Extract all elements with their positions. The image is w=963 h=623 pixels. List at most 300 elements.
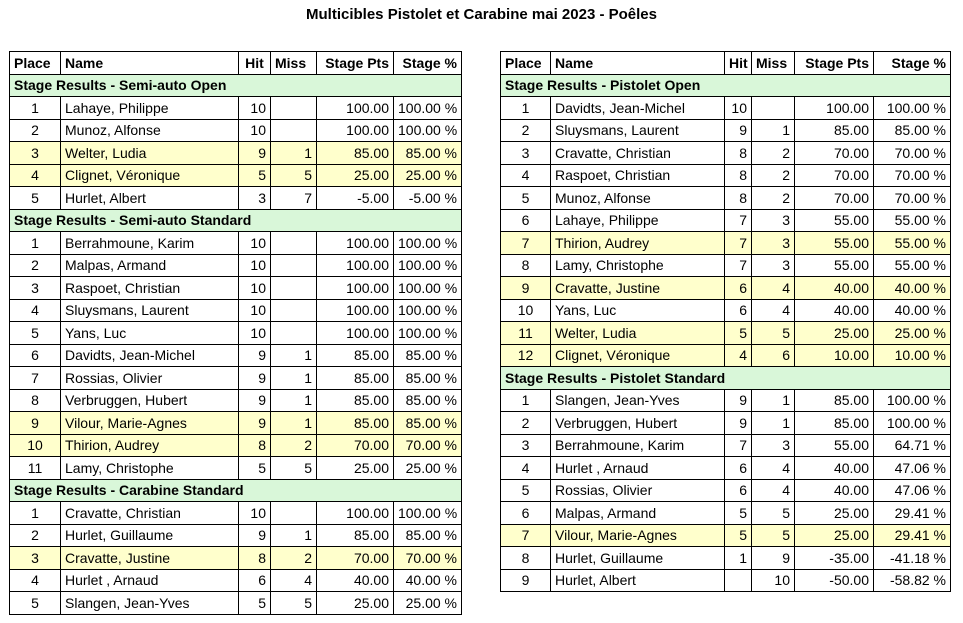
miss-cell: 4 bbox=[752, 457, 795, 480]
miss-cell: 6 bbox=[752, 344, 795, 367]
miss-cell bbox=[271, 322, 317, 345]
miss-cell bbox=[271, 232, 317, 255]
stage-pct-cell: 25.00 % bbox=[394, 457, 462, 480]
stage-pts-cell: 100.00 bbox=[317, 119, 394, 142]
place-cell: 4 bbox=[10, 164, 61, 187]
stage-pct-cell: 29.41 % bbox=[874, 502, 951, 525]
section-heading-row bbox=[501, 74, 951, 97]
stage-pct-cell: 70.00 % bbox=[394, 547, 462, 570]
stage-pts-cell: 70.00 bbox=[795, 164, 874, 187]
hit-cell: 10 bbox=[239, 299, 271, 322]
hit-cell: 9 bbox=[725, 119, 752, 142]
hit-cell: 5 bbox=[239, 164, 271, 187]
col-header-hit: Hit bbox=[725, 52, 752, 75]
miss-cell: 5 bbox=[271, 164, 317, 187]
miss-cell: 2 bbox=[752, 142, 795, 165]
stage-pct-cell: 85.00 % bbox=[874, 119, 951, 142]
hit-cell: 1 bbox=[725, 547, 752, 570]
stage-pct-cell: 100.00 % bbox=[394, 232, 462, 255]
stage-pct-cell: 47.06 % bbox=[874, 457, 951, 480]
place-cell: 9 bbox=[10, 412, 61, 435]
section-heading: Stage Results - Pistolet Standard bbox=[501, 367, 951, 390]
place-cell: 12 bbox=[501, 344, 551, 367]
name-cell: Hurlet , Arnaud bbox=[61, 569, 239, 592]
name-cell: Raspoet, Christian bbox=[551, 164, 725, 187]
name-cell: Welter, Ludia bbox=[551, 322, 725, 345]
miss-cell: 5 bbox=[752, 502, 795, 525]
hit-cell: 4 bbox=[725, 344, 752, 367]
stage-pts-cell: 25.00 bbox=[795, 322, 874, 345]
miss-cell: 9 bbox=[752, 547, 795, 570]
hit-cell: 9 bbox=[239, 367, 271, 390]
stage-pct-cell: 100.00 % bbox=[394, 502, 462, 525]
name-cell: Cravatte, Christian bbox=[61, 502, 239, 525]
table-row bbox=[501, 277, 951, 300]
name-cell: Hurlet, Guillaume bbox=[551, 547, 725, 570]
table-row bbox=[10, 254, 462, 277]
hit-cell: 9 bbox=[239, 142, 271, 165]
stage-pct-cell: 70.00 % bbox=[874, 142, 951, 165]
page-title: Multicibles Pistolet et Carabine mai 2023 - Poêles bbox=[306, 6, 657, 23]
table-row bbox=[501, 322, 951, 345]
stage-pts-cell: 25.00 bbox=[317, 592, 394, 615]
miss-cell: 1 bbox=[271, 367, 317, 390]
hit-cell: 8 bbox=[239, 434, 271, 457]
table-row bbox=[10, 412, 462, 435]
stage-pct-cell: 85.00 % bbox=[394, 142, 462, 165]
miss-cell: 3 bbox=[752, 254, 795, 277]
stage-pts-cell: 85.00 bbox=[317, 367, 394, 390]
stage-pct-cell: 25.00 % bbox=[394, 592, 462, 615]
miss-cell: 1 bbox=[752, 389, 795, 412]
stage-pct-cell: 40.00 % bbox=[874, 299, 951, 322]
hit-cell: 5 bbox=[239, 457, 271, 480]
stage-pct-cell: 10.00 % bbox=[874, 344, 951, 367]
place-cell: 4 bbox=[501, 457, 551, 480]
place-cell: 8 bbox=[501, 254, 551, 277]
stage-pts-cell: 40.00 bbox=[795, 299, 874, 322]
hit-cell: 6 bbox=[725, 479, 752, 502]
stage-pts-cell: 40.00 bbox=[317, 569, 394, 592]
stage-pts-cell: 70.00 bbox=[317, 547, 394, 570]
stage-pts-cell: 100.00 bbox=[317, 277, 394, 300]
hit-cell: 10 bbox=[239, 502, 271, 525]
place-cell: 3 bbox=[501, 434, 551, 457]
stage-pts-cell: 25.00 bbox=[795, 524, 874, 547]
name-cell: Lahaye, Philippe bbox=[61, 97, 239, 120]
name-cell: Malpas, Armand bbox=[61, 254, 239, 277]
place-cell: 7 bbox=[501, 524, 551, 547]
table-row bbox=[10, 592, 462, 615]
place-cell: 5 bbox=[10, 322, 61, 345]
col-header-stage-pts: Stage Pts bbox=[317, 52, 394, 75]
miss-cell: 5 bbox=[271, 457, 317, 480]
stage-pts-cell: 85.00 bbox=[317, 389, 394, 412]
miss-cell: 10 bbox=[752, 569, 795, 592]
stage-pct-cell: 40.00 % bbox=[394, 569, 462, 592]
table-row bbox=[501, 389, 951, 412]
place-cell: 4 bbox=[10, 299, 61, 322]
stage-pct-cell: -5.00 % bbox=[394, 187, 462, 210]
name-cell: Slangen, Jean-Yves bbox=[551, 389, 725, 412]
miss-cell: 7 bbox=[271, 187, 317, 210]
place-cell: 11 bbox=[10, 457, 61, 480]
hit-cell: 7 bbox=[725, 232, 752, 255]
stage-pts-cell: 25.00 bbox=[317, 457, 394, 480]
hit-cell: 10 bbox=[239, 232, 271, 255]
table-row bbox=[501, 187, 951, 210]
name-cell: Rossias, Olivier bbox=[551, 479, 725, 502]
stage-pct-cell: 100.00 % bbox=[874, 97, 951, 120]
stage-pts-cell: 70.00 bbox=[795, 187, 874, 210]
hit-cell: 8 bbox=[725, 164, 752, 187]
table-row bbox=[501, 209, 951, 232]
stage-pts-cell: -50.00 bbox=[795, 569, 874, 592]
miss-cell bbox=[271, 119, 317, 142]
place-cell: 5 bbox=[10, 187, 61, 210]
miss-cell bbox=[271, 254, 317, 277]
place-cell: 3 bbox=[10, 277, 61, 300]
stage-pts-cell: 40.00 bbox=[795, 277, 874, 300]
table-row bbox=[10, 547, 462, 570]
name-cell: Davidts, Jean-Michel bbox=[551, 97, 725, 120]
stage-pts-cell: 25.00 bbox=[317, 164, 394, 187]
name-cell: Slangen, Jean-Yves bbox=[61, 592, 239, 615]
table-row bbox=[501, 547, 951, 570]
table-row bbox=[10, 389, 462, 412]
place-cell: 1 bbox=[501, 97, 551, 120]
place-cell: 2 bbox=[501, 119, 551, 142]
stage-pct-cell: 100.00 % bbox=[394, 119, 462, 142]
name-cell: Sluysmans, Laurent bbox=[551, 119, 725, 142]
stage-pct-cell: -41.18 % bbox=[874, 547, 951, 570]
table-row bbox=[501, 232, 951, 255]
stage-pct-cell: 100.00 % bbox=[394, 97, 462, 120]
stage-pct-cell: 100.00 % bbox=[394, 254, 462, 277]
name-cell: Berrahmoune, Karim bbox=[551, 434, 725, 457]
table-row bbox=[501, 479, 951, 502]
name-cell: Hurlet , Arnaud bbox=[551, 457, 725, 480]
table-row bbox=[501, 524, 951, 547]
stage-pts-cell: 85.00 bbox=[795, 389, 874, 412]
name-cell: Berrahmoune, Karim bbox=[61, 232, 239, 255]
name-cell: Verbruggen, Hubert bbox=[551, 412, 725, 435]
place-cell: 2 bbox=[10, 254, 61, 277]
col-header-place: Place bbox=[10, 52, 61, 75]
stage-pct-cell: 100.00 % bbox=[394, 299, 462, 322]
hit-cell: 9 bbox=[239, 524, 271, 547]
stage-pct-cell: 55.00 % bbox=[874, 254, 951, 277]
stage-pts-cell: -5.00 bbox=[317, 187, 394, 210]
miss-cell: 1 bbox=[752, 412, 795, 435]
stage-pts-cell: 100.00 bbox=[317, 232, 394, 255]
miss-cell: 2 bbox=[271, 547, 317, 570]
name-cell: Rossias, Olivier bbox=[61, 367, 239, 390]
table-row bbox=[10, 322, 462, 345]
table-row bbox=[10, 434, 462, 457]
place-cell: 3 bbox=[501, 142, 551, 165]
miss-cell: 5 bbox=[271, 592, 317, 615]
hit-cell: 5 bbox=[725, 502, 752, 525]
place-cell: 9 bbox=[501, 569, 551, 592]
name-cell: Yans, Luc bbox=[61, 322, 239, 345]
stage-pts-cell: 85.00 bbox=[795, 412, 874, 435]
miss-cell: 3 bbox=[752, 209, 795, 232]
stage-pct-cell: 100.00 % bbox=[394, 322, 462, 345]
stage-pct-cell: 85.00 % bbox=[394, 344, 462, 367]
miss-cell: 3 bbox=[752, 232, 795, 255]
place-cell: 7 bbox=[501, 232, 551, 255]
hit-cell: 10 bbox=[239, 277, 271, 300]
hit-cell: 6 bbox=[239, 569, 271, 592]
section-heading-row bbox=[10, 74, 462, 97]
miss-cell: 4 bbox=[752, 299, 795, 322]
stage-pts-cell: 70.00 bbox=[317, 434, 394, 457]
stage-pts-cell: 100.00 bbox=[317, 299, 394, 322]
miss-cell: 1 bbox=[271, 344, 317, 367]
place-cell: 1 bbox=[10, 502, 61, 525]
miss-cell: 1 bbox=[271, 389, 317, 412]
stage-pts-cell: 100.00 bbox=[795, 97, 874, 120]
place-cell: 11 bbox=[501, 322, 551, 345]
place-cell: 2 bbox=[10, 524, 61, 547]
table-row bbox=[10, 232, 462, 255]
stage-pts-cell: 85.00 bbox=[317, 412, 394, 435]
place-cell: 7 bbox=[10, 367, 61, 390]
place-cell: 1 bbox=[10, 232, 61, 255]
place-cell: 4 bbox=[10, 569, 61, 592]
miss-cell bbox=[271, 277, 317, 300]
table-row bbox=[10, 164, 462, 187]
hit-cell: 6 bbox=[725, 299, 752, 322]
place-cell: 6 bbox=[501, 502, 551, 525]
table-row bbox=[10, 569, 462, 592]
table-row bbox=[10, 502, 462, 525]
stage-pct-cell: -58.82 % bbox=[874, 569, 951, 592]
miss-cell: 2 bbox=[752, 164, 795, 187]
miss-cell bbox=[271, 299, 317, 322]
table-row bbox=[501, 142, 951, 165]
section-heading: Stage Results - Semi-auto Open bbox=[10, 74, 462, 97]
place-cell: 9 bbox=[501, 277, 551, 300]
hit-cell: 9 bbox=[239, 412, 271, 435]
section-heading-row bbox=[501, 367, 951, 390]
hit-cell: 10 bbox=[239, 119, 271, 142]
stage-pct-cell: 55.00 % bbox=[874, 232, 951, 255]
place-cell: 5 bbox=[501, 187, 551, 210]
stage-pct-cell: 85.00 % bbox=[394, 367, 462, 390]
col-header-name: Name bbox=[61, 52, 239, 75]
miss-cell: 1 bbox=[752, 119, 795, 142]
hit-cell: 8 bbox=[725, 187, 752, 210]
name-cell: Lamy, Christophe bbox=[551, 254, 725, 277]
miss-cell: 4 bbox=[271, 569, 317, 592]
name-cell: Hurlet, Guillaume bbox=[61, 524, 239, 547]
name-cell: Hurlet, Albert bbox=[61, 187, 239, 210]
stage-pct-cell: 70.00 % bbox=[394, 434, 462, 457]
name-cell: Malpas, Armand bbox=[551, 502, 725, 525]
place-cell: 2 bbox=[10, 119, 61, 142]
stage-pts-cell: 40.00 bbox=[795, 457, 874, 480]
table-row bbox=[501, 434, 951, 457]
miss-cell: 1 bbox=[271, 412, 317, 435]
stage-pct-cell: 29.41 % bbox=[874, 524, 951, 547]
stage-pts-cell: 55.00 bbox=[795, 209, 874, 232]
stage-pct-cell: 55.00 % bbox=[874, 209, 951, 232]
table-row bbox=[10, 277, 462, 300]
stage-pct-cell: 85.00 % bbox=[394, 524, 462, 547]
stage-pts-cell: 55.00 bbox=[795, 254, 874, 277]
table-row bbox=[501, 97, 951, 120]
miss-cell bbox=[752, 97, 795, 120]
place-cell: 1 bbox=[501, 389, 551, 412]
section-heading: Stage Results - Pistolet Open bbox=[501, 74, 951, 97]
col-header-stage-pts: Stage Pts bbox=[795, 52, 874, 75]
name-cell: Vilour, Marie-Agnes bbox=[61, 412, 239, 435]
hit-cell: 7 bbox=[725, 434, 752, 457]
name-cell: Raspoet, Christian bbox=[61, 277, 239, 300]
col-header-place: Place bbox=[501, 52, 551, 75]
miss-cell: 5 bbox=[752, 322, 795, 345]
stage-pts-cell: -35.00 bbox=[795, 547, 874, 570]
name-cell: Munoz, Alfonse bbox=[61, 119, 239, 142]
name-cell: Lamy, Christophe bbox=[61, 457, 239, 480]
name-cell: Thirion, Audrey bbox=[551, 232, 725, 255]
hit-cell: 5 bbox=[239, 592, 271, 615]
hit-cell: 3 bbox=[239, 187, 271, 210]
col-header-hit: Hit bbox=[239, 52, 271, 75]
table-row bbox=[10, 187, 462, 210]
place-cell: 4 bbox=[501, 164, 551, 187]
miss-cell: 1 bbox=[271, 524, 317, 547]
table-row bbox=[10, 142, 462, 165]
col-header-miss: Miss bbox=[271, 52, 317, 75]
stage-pts-cell: 40.00 bbox=[795, 479, 874, 502]
table-row bbox=[10, 367, 462, 390]
hit-cell: 9 bbox=[239, 344, 271, 367]
stage-pts-cell: 85.00 bbox=[317, 142, 394, 165]
section-heading: Stage Results - Semi-auto Standard bbox=[10, 209, 462, 232]
stage-pts-cell: 55.00 bbox=[795, 232, 874, 255]
table-row bbox=[10, 524, 462, 547]
place-cell: 10 bbox=[10, 434, 61, 457]
stage-pct-cell: 25.00 % bbox=[874, 322, 951, 345]
stage-pts-cell: 70.00 bbox=[795, 142, 874, 165]
miss-cell bbox=[271, 97, 317, 120]
stage-pts-cell: 100.00 bbox=[317, 254, 394, 277]
hit-cell: 10 bbox=[239, 97, 271, 120]
name-cell: Cravatte, Justine bbox=[61, 547, 239, 570]
stage-pts-cell: 25.00 bbox=[795, 502, 874, 525]
stage-pts-cell: 100.00 bbox=[317, 322, 394, 345]
name-cell: Hurlet, Albert bbox=[551, 569, 725, 592]
place-cell: 1 bbox=[10, 97, 61, 120]
miss-cell: 1 bbox=[271, 142, 317, 165]
place-cell: 3 bbox=[10, 547, 61, 570]
table-row bbox=[10, 119, 462, 142]
stage-pct-cell: 70.00 % bbox=[874, 164, 951, 187]
name-cell: Davidts, Jean-Michel bbox=[61, 344, 239, 367]
stage-pct-cell: 25.00 % bbox=[394, 164, 462, 187]
place-cell: 6 bbox=[10, 344, 61, 367]
hit-cell: 9 bbox=[725, 389, 752, 412]
table-row bbox=[501, 412, 951, 435]
table-row bbox=[501, 502, 951, 525]
name-cell: Cravatte, Justine bbox=[551, 277, 725, 300]
place-cell: 8 bbox=[501, 547, 551, 570]
table-row bbox=[501, 344, 951, 367]
place-cell: 5 bbox=[501, 479, 551, 502]
stage-pct-cell: 70.00 % bbox=[874, 187, 951, 210]
stage-pct-cell: 100.00 % bbox=[874, 389, 951, 412]
table-row bbox=[501, 164, 951, 187]
stage-pct-cell: 40.00 % bbox=[874, 277, 951, 300]
name-cell: Welter, Ludia bbox=[61, 142, 239, 165]
hit-cell: 6 bbox=[725, 277, 752, 300]
hit-cell: 5 bbox=[725, 524, 752, 547]
stage-pts-cell: 10.00 bbox=[795, 344, 874, 367]
name-cell: Munoz, Alfonse bbox=[551, 187, 725, 210]
stage-pts-cell: 85.00 bbox=[317, 524, 394, 547]
hit-cell bbox=[725, 569, 752, 592]
stage-pts-cell: 85.00 bbox=[317, 344, 394, 367]
name-cell: Sluysmans, Laurent bbox=[61, 299, 239, 322]
hit-cell: 5 bbox=[725, 322, 752, 345]
results-table-right bbox=[500, 51, 951, 592]
hit-cell: 10 bbox=[725, 97, 752, 120]
table-row bbox=[10, 344, 462, 367]
stage-pts-cell: 55.00 bbox=[795, 434, 874, 457]
place-cell: 10 bbox=[501, 299, 551, 322]
results-table-left bbox=[9, 51, 462, 615]
name-cell: Verbruggen, Hubert bbox=[61, 389, 239, 412]
name-cell: Clignet, Véronique bbox=[551, 344, 725, 367]
stage-pct-cell: 47.06 % bbox=[874, 479, 951, 502]
place-cell: 6 bbox=[501, 209, 551, 232]
place-cell: 5 bbox=[10, 592, 61, 615]
hit-cell: 6 bbox=[725, 457, 752, 480]
name-cell: Cravatte, Christian bbox=[551, 142, 725, 165]
place-cell: 2 bbox=[501, 412, 551, 435]
place-cell: 8 bbox=[10, 389, 61, 412]
hit-cell: 10 bbox=[239, 322, 271, 345]
hit-cell: 9 bbox=[725, 412, 752, 435]
stage-pts-cell: 100.00 bbox=[317, 502, 394, 525]
hit-cell: 8 bbox=[725, 142, 752, 165]
section-heading: Stage Results - Carabine Standard bbox=[10, 479, 462, 502]
stage-pct-cell: 85.00 % bbox=[394, 389, 462, 412]
hit-cell: 7 bbox=[725, 209, 752, 232]
table-header-row bbox=[501, 52, 951, 75]
col-header-miss: Miss bbox=[752, 52, 795, 75]
col-header-stage-pct: Stage % bbox=[394, 52, 462, 75]
stage-pts-cell: 100.00 bbox=[317, 97, 394, 120]
miss-cell: 3 bbox=[752, 434, 795, 457]
section-heading-row bbox=[10, 479, 462, 502]
miss-cell: 2 bbox=[752, 187, 795, 210]
miss-cell: 5 bbox=[752, 524, 795, 547]
stage-pct-cell: 100.00 % bbox=[874, 412, 951, 435]
table-row bbox=[10, 97, 462, 120]
table-row bbox=[501, 569, 951, 592]
stage-pct-cell: 64.71 % bbox=[874, 434, 951, 457]
hit-cell: 8 bbox=[239, 547, 271, 570]
name-cell: Yans, Luc bbox=[551, 299, 725, 322]
name-cell: Lahaye, Philippe bbox=[551, 209, 725, 232]
table-row bbox=[10, 457, 462, 480]
miss-cell bbox=[271, 502, 317, 525]
hit-cell: 10 bbox=[239, 254, 271, 277]
